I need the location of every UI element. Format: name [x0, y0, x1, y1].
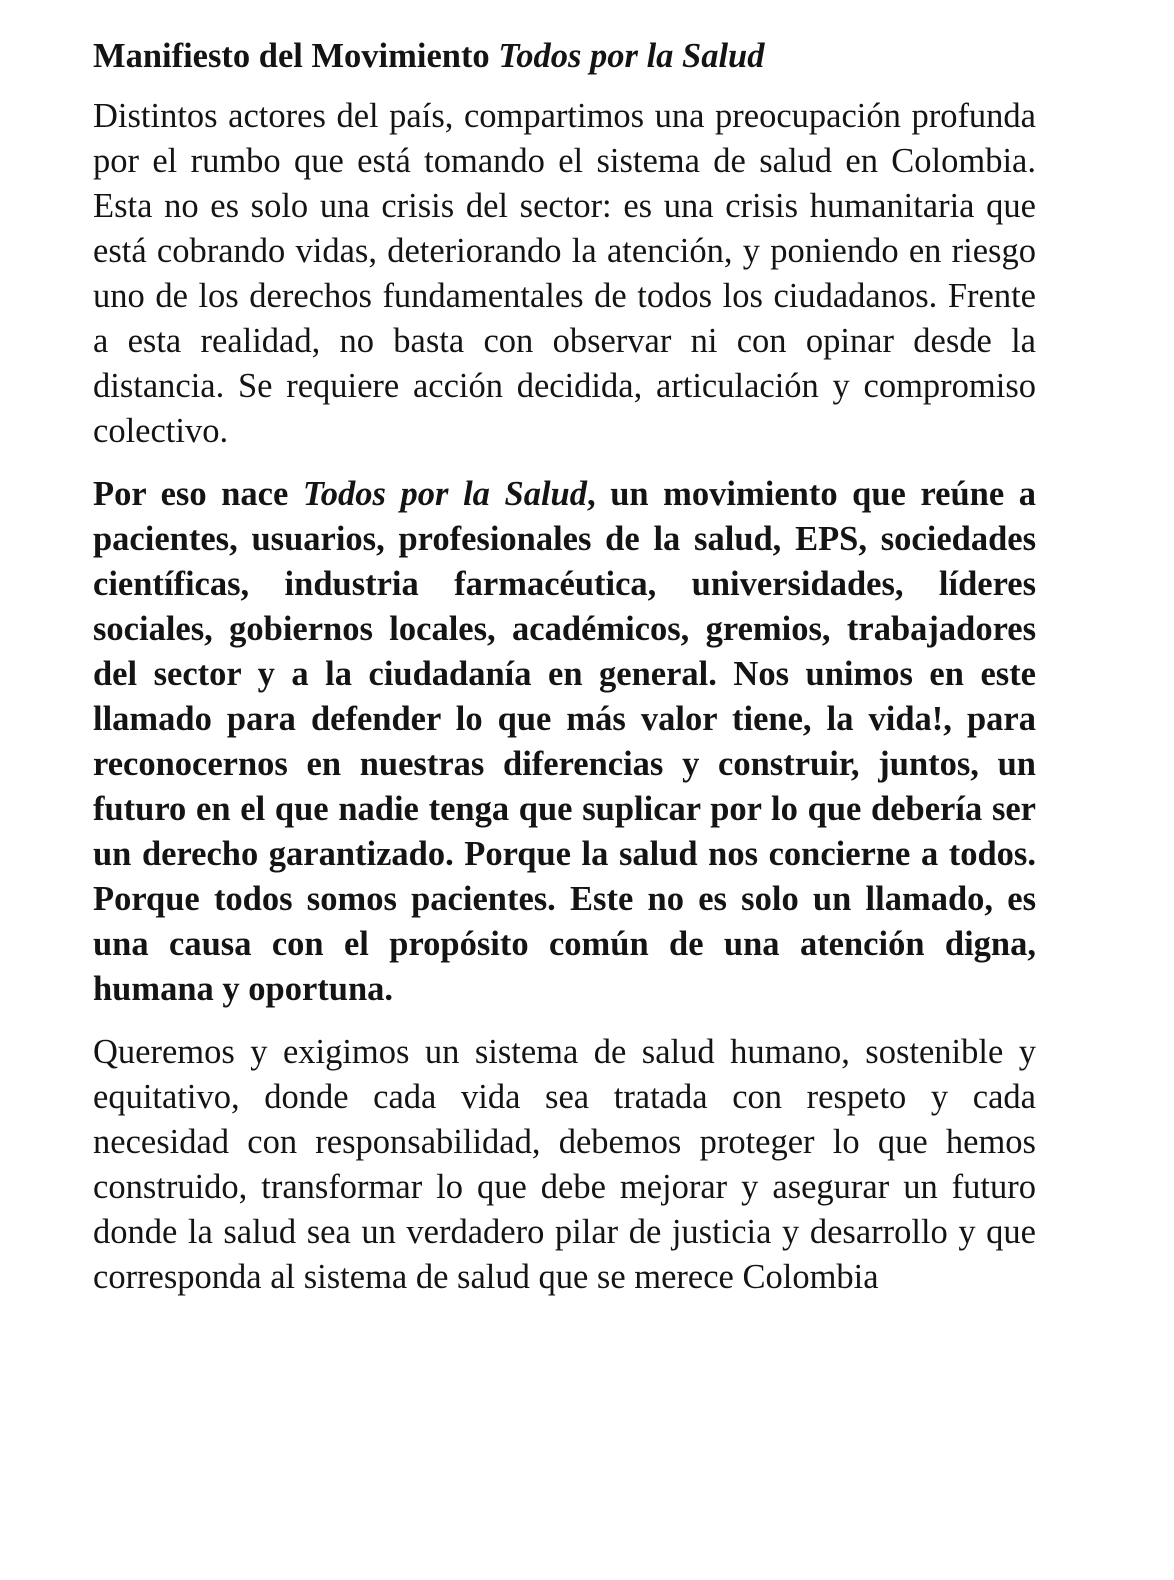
paragraph-movement-name: Todos por la Salud	[302, 475, 587, 513]
document-title	[93, 34, 1036, 78]
title-movement-name: Todos por la Salud	[498, 37, 765, 75]
paragraph-movement	[93, 472, 1036, 1012]
paragraph-demands: Queremos y exigimos un sistema de salud humano, sostenible y equitativo, donde cada vida sea tratada con respeto y cada necesidad con responsabilidad, debemos proteger lo que hemos construido, transformar lo que debe mejorar y asegurar un futuro donde la salud sea un verdadero pilar de justicia y desarrollo y que corresponda al sistema de salud que se merece Colombia	[93, 1033, 1036, 1296]
title-prefix: Manifiesto del Movimiento	[93, 37, 499, 75]
paragraph-movement-body: , un movimiento que reúne a pacientes, usuarios, profesionales de la salud, EPS, sociedades científicas, industria farmacéutica, universidades, líderes sociales, gobiernos locales, académicos, gremios, trabajadores del sector y a la ciudadanía en general. Nos unimos en este llamado para defender lo que más valor tiene, la vida!, para reconocernos en nuestras diferencias y construir, juntos, un futuro en el que nadie tenga que suplicar por lo que debería ser un derecho garantizado. Porque la salud nos concierne a todos. Porque todos somos pacientes. Este no es solo un llamado, es una causa con el propósito común de una atención digna, humana y oportuna.	[93, 475, 1036, 1008]
paragraph-movement-prefix: Por eso nace	[93, 475, 303, 513]
paragraph-intro: Distintos actores del país, compartimos una preocupación profunda por el rumbo que está tomando el sistema de salud en Colombia. Esta no es solo una crisis del sector: es una crisis humanitaria que está cobrando vidas, deteriorando la atención, y poniendo en riesgo uno de los derechos fundamentales de todos los ciudadanos. Frente a esta realidad, no basta con observar ni con opinar desde la distancia. Se requiere acción decidida, articulación y compromiso colectivo.	[93, 97, 1036, 450]
document-page	[93, 34, 1036, 1300]
